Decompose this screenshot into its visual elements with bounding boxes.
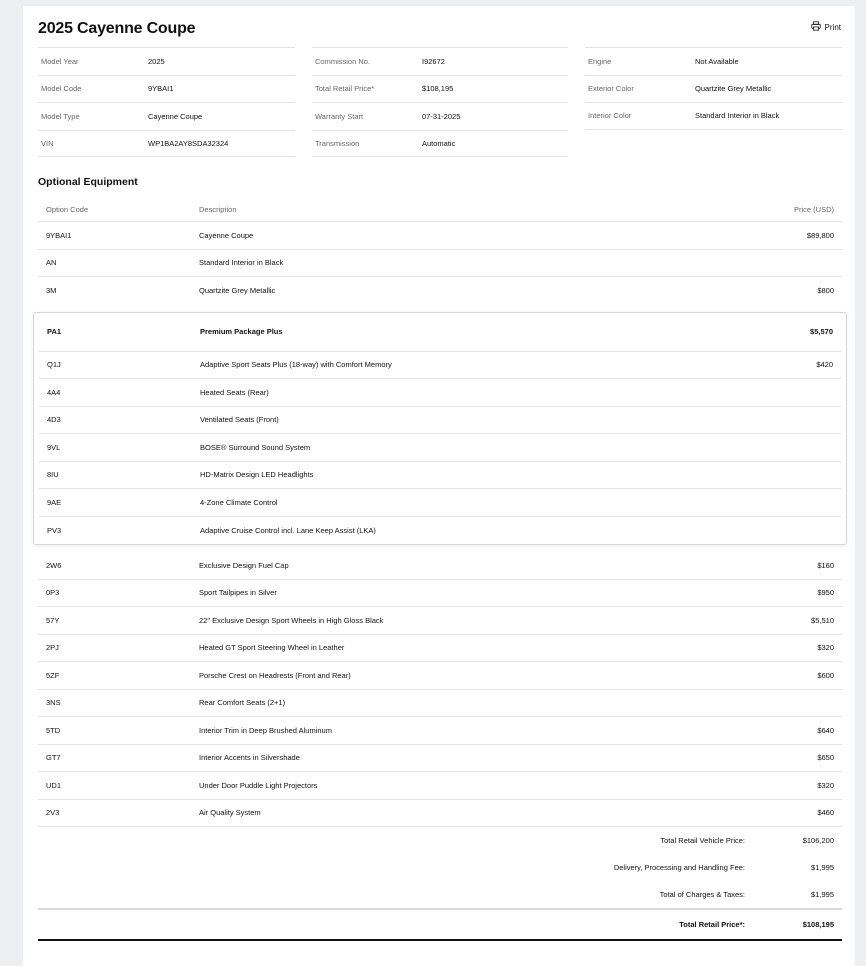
option-code: PV3 bbox=[47, 525, 62, 535]
table-header bbox=[38, 197, 842, 222]
package-description: Premium Package Plus bbox=[200, 327, 283, 336]
spec-label: Model Type bbox=[41, 111, 80, 121]
option-price: $320 bbox=[817, 643, 834, 653]
option-price: $5,510 bbox=[811, 615, 834, 625]
specs-column-2 bbox=[312, 47, 568, 157]
spec-label: Total Retail Price* bbox=[315, 84, 375, 94]
option-description: Heated GT Sport Steering Wheel in Leather bbox=[199, 643, 345, 653]
option-description: Adaptive Cruise Control incl. Lane Keep Assist (LKA) bbox=[200, 525, 376, 535]
option-code: 2PJ bbox=[46, 643, 59, 653]
table-row bbox=[39, 379, 841, 407]
option-price: $950 bbox=[817, 588, 834, 598]
option-code: 5ZF bbox=[46, 670, 60, 680]
spec-label: Transmission bbox=[315, 138, 360, 148]
spec-value: Cayenne Coupe bbox=[148, 111, 203, 121]
total-value: $106,200 bbox=[802, 836, 834, 845]
total-row bbox=[38, 854, 842, 881]
spec-label: Interior Color bbox=[588, 111, 632, 121]
option-code: 9YBAI1 bbox=[46, 230, 72, 240]
option-code: 0P3 bbox=[46, 588, 60, 598]
optional-equipment-table bbox=[38, 197, 842, 941]
spec-value: Not Available bbox=[695, 56, 739, 66]
option-description: 4-Zone Climate Control bbox=[200, 497, 278, 507]
option-price: $420 bbox=[816, 360, 833, 370]
spec-value: 9YBAI1 bbox=[148, 84, 174, 94]
total-label: Total of Charges & Taxes: bbox=[659, 890, 745, 899]
option-description: Standard Interior in Black bbox=[199, 258, 284, 268]
spec-label: VIN bbox=[41, 138, 54, 148]
option-price: $650 bbox=[817, 753, 834, 763]
option-code: 9AE bbox=[47, 497, 62, 507]
spec-row bbox=[312, 47, 568, 75]
total-label: Total Retail Vehicle Price: bbox=[660, 836, 745, 845]
option-description: BOSE® Surround Sound System bbox=[200, 442, 311, 452]
option-description: Heated Seats (Rear) bbox=[200, 387, 269, 397]
table-row bbox=[38, 250, 842, 278]
table-row bbox=[38, 662, 842, 690]
option-code: 4D3 bbox=[47, 415, 61, 425]
option-description: Interior Accents in Silvershade bbox=[199, 753, 300, 763]
spec-row bbox=[38, 102, 295, 130]
spec-row bbox=[312, 75, 568, 103]
header-description: Description bbox=[199, 204, 237, 214]
rows-bottom bbox=[38, 552, 842, 827]
package-price: $5,570 bbox=[810, 327, 833, 336]
option-description: Interior Trim in Deep Brushed Aluminum bbox=[199, 725, 332, 735]
total-value: $1,995 bbox=[811, 890, 834, 899]
option-description: Quartzite Grey Metallic bbox=[199, 286, 276, 296]
spec-label: Exterior Color bbox=[588, 84, 634, 94]
vehicle-summary-card bbox=[23, 6, 855, 966]
spec-label: Commission No. bbox=[315, 56, 371, 66]
table-row bbox=[38, 690, 842, 718]
spec-value: 2025 bbox=[148, 56, 165, 66]
spec-value: Automatic bbox=[422, 138, 456, 148]
table-row bbox=[38, 607, 842, 635]
table-row bbox=[39, 407, 841, 435]
optional-equipment-title: Optional Equipment bbox=[38, 176, 138, 188]
option-code: 5TD bbox=[46, 725, 61, 735]
table-row bbox=[38, 772, 842, 800]
option-price: $160 bbox=[817, 560, 834, 570]
option-code: 2W6 bbox=[46, 560, 62, 570]
spec-label: Model Code bbox=[41, 84, 82, 94]
table-row bbox=[38, 222, 842, 250]
option-code: 9VL bbox=[47, 442, 61, 452]
spec-value: $108,195 bbox=[422, 84, 454, 94]
option-code: 57Y bbox=[46, 615, 60, 625]
grand-total-label: Total Retail Price*: bbox=[679, 920, 745, 929]
table-row bbox=[38, 717, 842, 745]
grand-total-value: $108,195 bbox=[802, 920, 834, 929]
table-row bbox=[39, 434, 841, 462]
option-description: Rear Comfort Seats (2+1) bbox=[199, 698, 286, 708]
option-code: 4A4 bbox=[47, 387, 61, 397]
package-header bbox=[39, 313, 841, 352]
table-row bbox=[39, 352, 841, 380]
option-price: $640 bbox=[817, 725, 834, 735]
spec-value: 07-31-2025 bbox=[422, 111, 461, 121]
table-row bbox=[38, 745, 842, 773]
spec-value: I92672 bbox=[422, 56, 445, 66]
option-code: UD1 bbox=[46, 780, 62, 790]
spec-value: Quartzite Grey Metallic bbox=[695, 84, 772, 94]
total-label: Delivery, Processing and Handling Fee: bbox=[613, 863, 745, 872]
spec-value: Standard Interior in Black bbox=[695, 111, 780, 121]
spec-value: WP1BA2AY8SDA32324 bbox=[148, 138, 229, 148]
option-price: $600 bbox=[817, 670, 834, 680]
total-row bbox=[38, 827, 842, 854]
option-code: AN bbox=[46, 258, 57, 268]
option-description: 22" Exclusive Design Sport Wheels in High Gloss Black bbox=[199, 615, 384, 625]
page-title: 2025 Cayenne Coupe bbox=[38, 20, 196, 37]
option-price: $320 bbox=[817, 780, 834, 790]
print-label: Print bbox=[824, 22, 841, 32]
table-row bbox=[38, 580, 842, 608]
option-description: Under Door Puddle Light Projectors bbox=[199, 780, 318, 790]
price-totals bbox=[38, 827, 842, 941]
option-description: Adaptive Sport Seats Plus (18-way) with Comfort Memory bbox=[200, 360, 392, 370]
spec-row bbox=[585, 102, 842, 130]
option-description: Ventilated Seats (Front) bbox=[200, 415, 279, 425]
package-group bbox=[33, 312, 847, 546]
specs-column-3 bbox=[585, 47, 842, 130]
table-row bbox=[38, 277, 842, 305]
total-value: $1,995 bbox=[811, 863, 834, 872]
table-row bbox=[39, 517, 841, 545]
package-code: PA1 bbox=[47, 327, 62, 336]
option-code: 3NS bbox=[46, 698, 61, 708]
header-price: Price (USD) bbox=[793, 204, 834, 214]
spec-row bbox=[38, 130, 295, 158]
option-description: HD-Matrix Design LED Headlights bbox=[200, 470, 314, 480]
option-price: $800 bbox=[817, 286, 834, 296]
option-description: Sport Tailpipes in Silver bbox=[199, 588, 277, 598]
spec-label: Warranty Start bbox=[315, 111, 364, 121]
printer-icon bbox=[811, 21, 821, 33]
grand-total-row bbox=[38, 910, 842, 941]
spec-label: Model Year bbox=[41, 56, 79, 66]
spec-row bbox=[312, 130, 568, 158]
table-row bbox=[38, 552, 842, 580]
rows-top bbox=[38, 222, 842, 305]
table-row bbox=[38, 635, 842, 663]
spec-row bbox=[312, 102, 568, 130]
table-row bbox=[39, 489, 841, 517]
print-button[interactable] bbox=[811, 21, 841, 33]
option-code: 3M bbox=[46, 286, 57, 296]
option-code: GT7 bbox=[46, 753, 61, 763]
option-description: Porsche Crest on Headrests (Front and Rear) bbox=[199, 670, 351, 680]
specs-column-1 bbox=[38, 47, 295, 157]
spec-row bbox=[38, 47, 295, 75]
table-row bbox=[39, 462, 841, 490]
option-price: $460 bbox=[817, 808, 834, 818]
spec-row bbox=[38, 75, 295, 103]
option-code: Q1J bbox=[47, 360, 61, 370]
option-price: $89,800 bbox=[806, 230, 834, 240]
total-row bbox=[38, 881, 842, 908]
option-description: Cayenne Coupe bbox=[199, 230, 254, 240]
header-option-code: Option Code bbox=[46, 204, 89, 214]
spec-row bbox=[585, 75, 842, 103]
option-description: Exclusive Design Fuel Cap bbox=[199, 560, 289, 570]
spec-row bbox=[585, 47, 842, 75]
table-row bbox=[38, 800, 842, 828]
option-description: Air Quality System bbox=[199, 808, 261, 818]
spec-label: Engine bbox=[588, 56, 612, 66]
option-code: 8IU bbox=[47, 470, 59, 480]
option-code: 2V3 bbox=[46, 808, 60, 818]
